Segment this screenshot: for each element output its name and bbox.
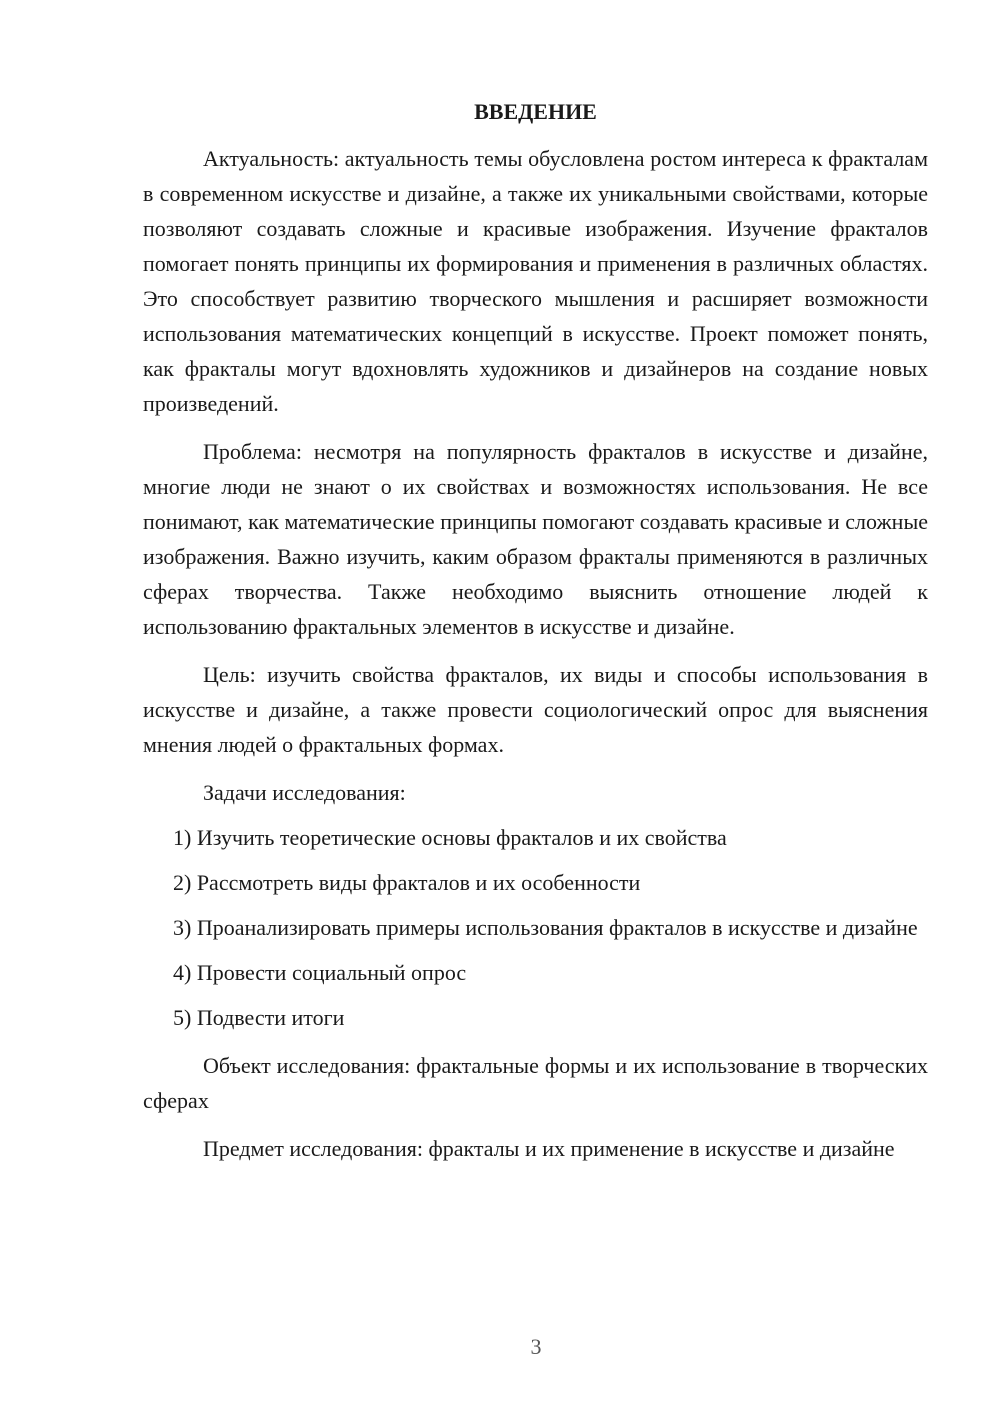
task-item-5: 5) Подвести итоги [173, 1005, 345, 1030]
task-item-1: 1) Изучить теоретические основы фракталов и их свойства [173, 825, 727, 850]
page-number: 3 [530, 1334, 542, 1359]
task-item-3: 3) Проанализировать примеры использования фракталов в искусстве и дизайне [173, 915, 918, 940]
tasks-heading: Задачи исследования: [203, 780, 406, 805]
problem-paragraph: Проблема: несмотря на популярность фракталов в искусстве и дизайне, многие люди не знают о их свойствах и возможностях использования. Не все понимают, как математические принципы помогают создавать красивые и сложные изображения. Важно изучить, каким образом фракталы применяются в различных сферах творчества. Также необходимо выяснить отношение людей к использованию фрактальных элементов в искусстве и дизайне. [143, 439, 928, 639]
relevance-paragraph: Актуальность: актуальность темы обусловлена ростом интереса к фракталам в современном искусстве и дизайне, а также их уникальными свойствами, которые позволяют создавать сложные и красивые изображения. Изучение фракталов помогает понять принципы их формирования и применения в различных областях. Это способствует развитию творческого мышления и расширяет возможности использования математических концепций в искусстве. Проект поможет понять, как фракталы могут вдохновлять художников и дизайнеров на создание новых произведений. [143, 146, 928, 416]
goal-paragraph: Цель: изучить свойства фракталов, их виды и способы использования в искусстве и дизайне, а также провести социологический опрос для выяснения мнения людей о фрактальных формах. [143, 662, 928, 757]
task-item-2: 2) Рассмотреть виды фракталов и их особенности [173, 870, 641, 895]
document-page [143, 94, 928, 1166]
task-item-4: 4) Провести социальный опрос [173, 960, 467, 985]
research-subject-paragraph: Предмет исследования: фракталы и их применение в искусстве и дизайне [203, 1136, 895, 1161]
section-title: ВВЕДЕНИЕ [474, 99, 597, 124]
research-object-paragraph: Объект исследования: фрактальные формы и их использование в творческих сферах [143, 1053, 928, 1113]
